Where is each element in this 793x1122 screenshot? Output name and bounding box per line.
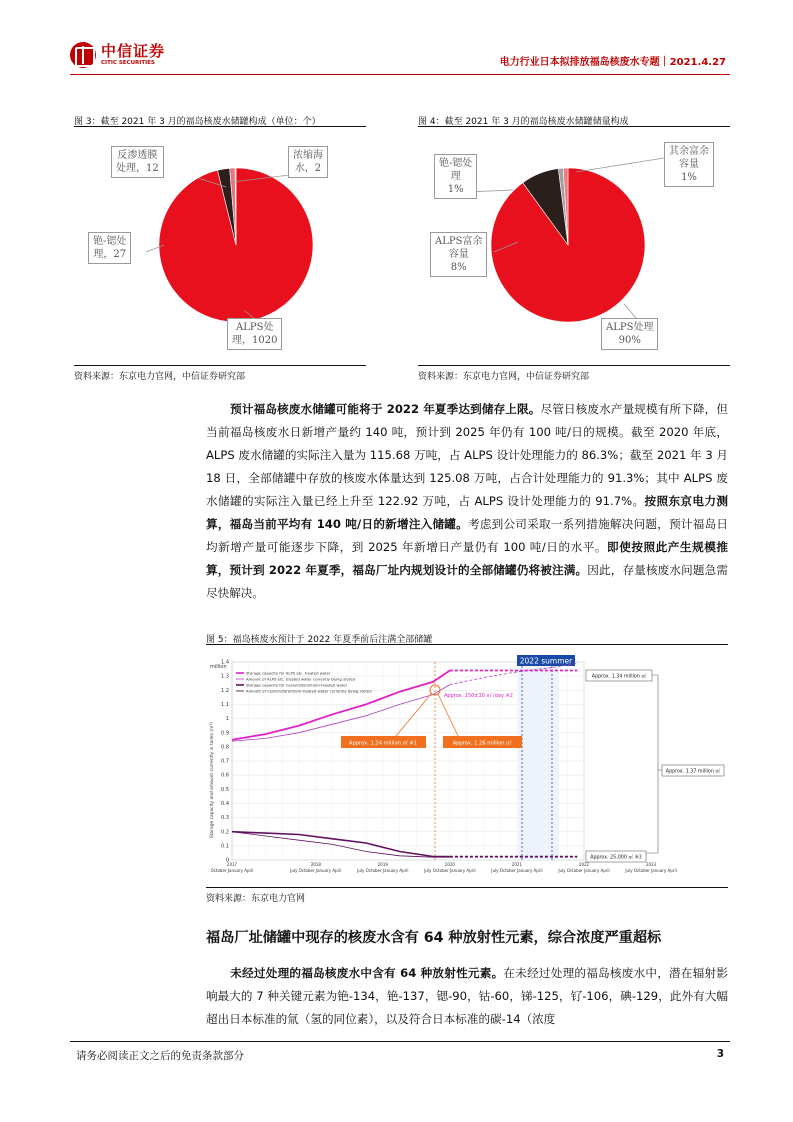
fig4-label-alps-free-line2: 容量 — [448, 249, 469, 260]
fig3-title: 图 3：截至 2021 年 3 月的福岛核废水储罐构成（单位：个） — [74, 114, 366, 127]
fig3-label-alps-name: ALPS处 — [236, 322, 274, 333]
fig5-summer-label: 2022 summer — [519, 656, 573, 666]
fig5-summer-band — [518, 662, 559, 860]
fig5-y-tick: 1.3 — [221, 673, 229, 680]
para2-text-1: 在未经过处理的福岛核废水中，潜在辐射影响最大的 7 种关键元素为铯-134，铯-137，锶-90，钴-60，锑-125，钌-106，碘-129，此外有大幅超出日本标准的氚（氢的同位素），以及符合日本标准的碳-14（浓度 — [206, 966, 728, 1026]
fig5-legend-2: Amount of ALPS etc. treated water currently being stored — [246, 676, 356, 682]
fig5-x-tick: October January April — [210, 868, 254, 873]
fig5-year-label: 2021 — [511, 862, 523, 867]
fig5-year-label: 2022 — [578, 862, 590, 867]
fig5-x-tick: July October January April — [424, 868, 476, 873]
fig3-source: 资料来源：东京电力官网，中信证券研究部 — [74, 365, 366, 382]
fig5-y-unit: million — [210, 664, 227, 670]
fig5-chart — [206, 648, 728, 884]
fig5-y-tick: 0.8 — [221, 744, 229, 751]
fig5-y-tick: 1.4 — [221, 659, 229, 666]
page-footer — [70, 1041, 730, 1062]
fig4-source: 资料来源：东京电力官网，中信证券研究部 — [418, 365, 730, 382]
fig5-year-label: 2017 — [226, 862, 238, 867]
fig5-source: 资料来源：东京电力官网 — [206, 887, 728, 904]
para1-bold-2: 按照东京电力测算，福岛当前平均有 140 吨/日的新增注入储罐。 — [206, 494, 728, 531]
fig5-y-ticks — [221, 660, 229, 864]
fig5-ann-137: Approx. 1.37 million ㎥ — [665, 769, 721, 775]
fig3-label-brine — [288, 146, 328, 178]
fig4-label-alps-free-name: ALPS富余 — [435, 236, 483, 247]
fig4-label-other-value: 1% — [681, 172, 697, 183]
fig5-year-label: 2018 — [310, 862, 321, 867]
fig5-year-label: 2023 — [645, 862, 657, 867]
fig5-x-tick: July October January April — [558, 868, 610, 873]
report-title: 电力行业日本拟排放福岛核废水专题｜2021.4.27 — [499, 57, 726, 68]
para1-text-3: 因此，存量核废水问题急需尽快解决。 — [206, 563, 728, 600]
fig5-y-tick: 0.4 — [221, 801, 229, 808]
fig3-label-alps-value: 理，1020 — [232, 335, 278, 346]
fig5-y-tick: 0.6 — [221, 772, 229, 779]
para1-bold-3: 即使按照此产生规模推算，预计到 2022 年夏季，福岛厂址内规划设计的全部储罐仍将被注满。 — [206, 540, 728, 577]
page-number: 3 — [716, 1048, 724, 1060]
fig4-label-alps-value: 90% — [618, 335, 641, 346]
fig4-label-cs-name: 铯-锶处 — [439, 158, 473, 169]
para1-text-1: 尽管日核废水产量规模有所下降，但当前福岛核废水日新增产量约 140 吨，预计到 2025 年仍有 100 吨/日的规模。截至 2020 年底，ALPS 废水储罐的实际注入量为 115.68 万吨，占 ALPS 设计处理能力的 86.3%；截至 2021 年 3 月 18 日，全部储罐中存放的核废水体量达到 125.08 万吨，占合计处理能力的 91.3%；其中 ALPS 废水储罐的实际注入量已经上升至 122.92 万吨，占 ALPS 设计处理能力的 91.7%。 — [206, 402, 728, 508]
fig4-label-alps-free — [430, 232, 487, 277]
fig5-ann-150: Approx. 150±30 ㎥ /day ※2 — [444, 693, 513, 699]
fig5-x-tick: July October January April — [290, 868, 342, 873]
fig4-label-cs — [434, 154, 477, 199]
fig5-y-tick: 0.2 — [221, 829, 229, 836]
fig4-label-cs-value: 1% — [447, 184, 464, 195]
fig4-label-alps-free-value: 8% — [450, 262, 467, 273]
fig4-label-other-line2: 容量 — [679, 159, 699, 170]
fig5-y-tick: 0.7 — [221, 758, 229, 765]
fig5-y-tick: 0 — [225, 857, 229, 864]
fig4-label-alps — [601, 318, 658, 350]
citic-logo-icon — [70, 42, 96, 68]
fig3-label-brine-name: 浓缩海 — [293, 150, 323, 161]
fig5-y-tick: 1.1 — [221, 702, 229, 709]
fig5-ann-134: Approx. 1.34 million ㎥ — [591, 674, 647, 680]
citic-logo — [70, 42, 165, 68]
fig5-x-tick: July October January April — [625, 868, 677, 873]
fig5-legend-3: Storage capacity for Cesium/Strontium-treated water — [246, 682, 348, 688]
fig5-title: 图 5：福岛核废水预计于 2022 年夏季前后注满全部储罐 — [206, 632, 728, 645]
fig4-label-alps-name: ALPS处理 — [606, 322, 654, 333]
fig5-y-tick: 0.9 — [221, 730, 229, 737]
section-title: 福岛厂址储罐中现存的核废水含有 64 种放射性元素，综合浓度严重超标 — [206, 930, 662, 946]
fig3-label-cs — [88, 232, 131, 264]
fig5-year-label: 2019 — [377, 862, 388, 867]
fig3-label-ro-value: 处理，12 — [116, 163, 159, 174]
fig5-y-tick: 1.2 — [221, 687, 229, 694]
fig4-pie — [491, 168, 645, 322]
para1-text-2: 考虑到公司采取一系列措施解决问题，预计福岛日均新增产量可能逐步下降，到 2025 年新增日产量仍有 100 吨/日的水平。 — [206, 517, 728, 554]
disclaimer-note: 请务必阅读正文之后的免责条款部分 — [76, 1050, 244, 1062]
fig3-label-cs-value: 理，27 — [93, 249, 127, 260]
fig4-title: 图 4：截至 2021 年 3 月的福岛核废水储罐储量构成 — [418, 114, 730, 127]
paragraph-storage-limit — [206, 398, 728, 605]
fig4-label-other — [664, 142, 714, 187]
para2-bold-1: 未经过处理的福岛核废水中含有 64 种放射性元素。 — [230, 966, 504, 980]
logo-cn-text: 中信证券 — [101, 41, 166, 60]
fig4-label-other-name: 其余富余 — [669, 146, 709, 157]
fig5-y-tick: 0.5 — [221, 786, 229, 793]
fig3-label-ro — [111, 146, 164, 178]
logo-en-text: CITIC SECURITIES — [101, 59, 155, 66]
fig5-x-tick: July October January April — [491, 868, 543, 873]
fig5-y-tick: 1 — [225, 716, 229, 723]
page-header — [70, 40, 730, 75]
fig3-label-ro-name: 反渗透膜 — [117, 150, 158, 161]
fig5-legend-4: Amount of Cesium/Strontium-treated water currently being stored — [246, 688, 372, 694]
fig5-y-tick: 0.3 — [221, 815, 229, 822]
fig3-pie — [159, 168, 313, 322]
fig5-ann-124: Approx. 1.24 million ㎥ ※1 — [348, 740, 418, 747]
fig5-y-tick: 0.1 — [221, 843, 229, 850]
fig4-label-cs-line2: 理 — [450, 171, 461, 182]
fig5-x-tick: July October January April — [357, 868, 409, 873]
fig5-ann-25k: Approx. 25,000 ㎥ ※3 — [590, 855, 642, 861]
para1-bold-1: 预计福岛核废水储罐可能将于 2022 年夏季达到储存上限。 — [230, 402, 541, 416]
fig3-label-alps — [227, 318, 282, 350]
fig5-ann-126: Approx. 1.26 million ㎥ — [452, 740, 512, 747]
fig5-year-label: 2020 — [444, 862, 455, 867]
fig3-label-cs-name: 铯-锶处 — [93, 236, 127, 247]
fig5-legend-1: Storage capacity for ALPS etc. treated water — [246, 670, 331, 676]
paragraph-radioactive — [206, 962, 728, 1031]
fig5-y-label: Storage capacity and amount currently in tanks (m³) — [210, 722, 215, 838]
fig3-label-brine-value: 水，2 — [294, 163, 322, 174]
